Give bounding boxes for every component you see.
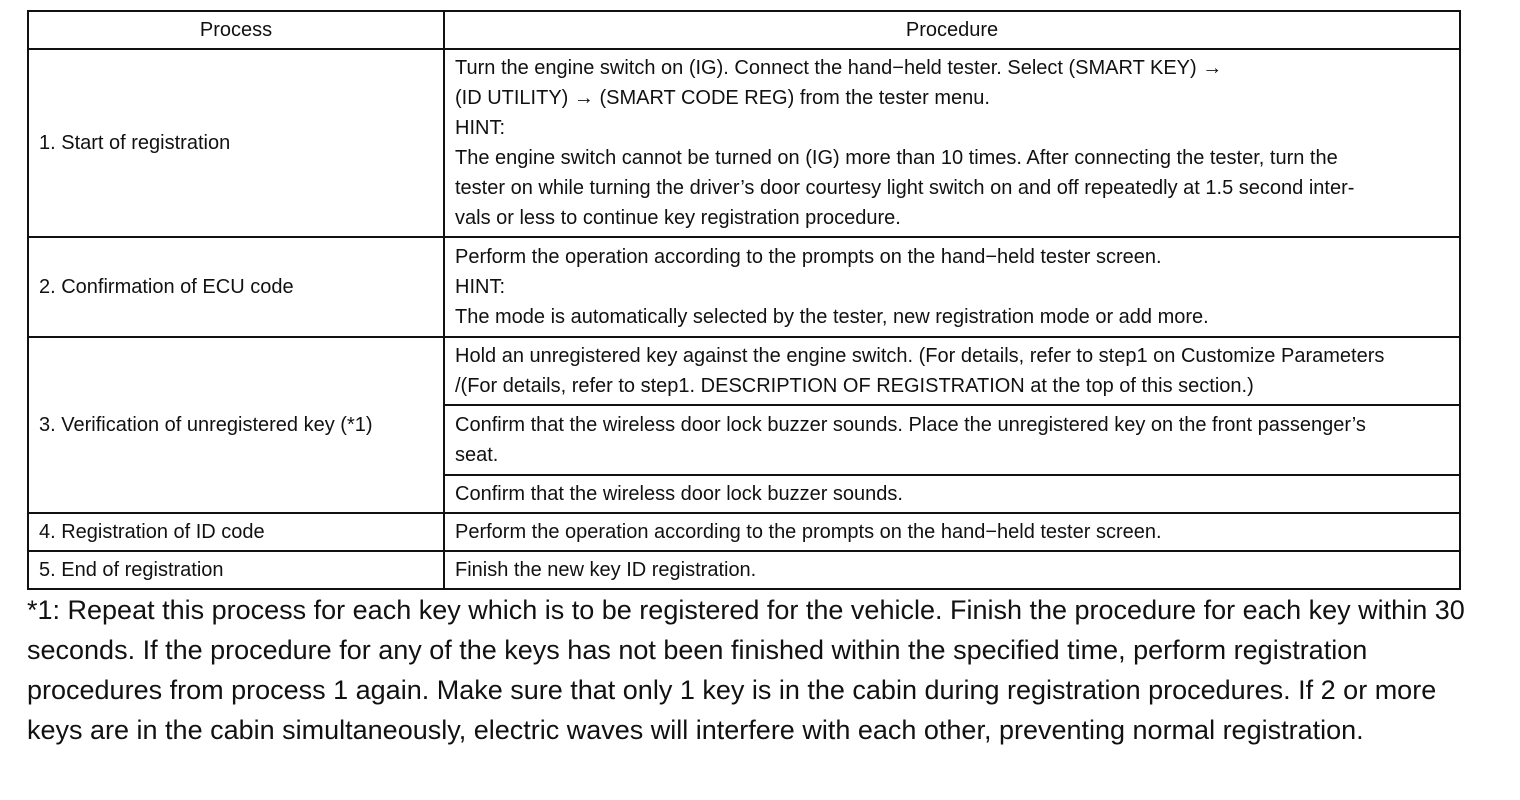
procedure-line: Turn the engine switch on (IG). Connect the hand−held tester. Select (SMART KEY) → xyxy=(455,57,1223,79)
procedure-cell xyxy=(444,513,1460,551)
procedure-cell xyxy=(444,551,1460,589)
procedure-cell xyxy=(444,237,1460,337)
procedure-line: HINT: xyxy=(455,276,505,298)
procedure-cell xyxy=(444,49,1460,237)
procedure-line: Perform the operation according to the prompts on the hand−held tester screen. xyxy=(455,246,1162,268)
procedure-line: vals or less to continue key registration procedure. xyxy=(455,207,901,229)
procedure-line: The engine switch cannot be turned on (IG) more than 10 times. After connecting the tester, turn the xyxy=(455,147,1338,169)
process-cell: 3. Verification of unregistered key (*1) xyxy=(28,337,444,513)
procedure-line: Confirm that the wireless door lock buzzer sounds. xyxy=(455,483,903,505)
procedure-line: The mode is automatically selected by the tester, new registration mode or add more. xyxy=(455,306,1209,328)
procedure-line: /(For details, refer to step1. DESCRIPTION OF REGISTRATION at the top of this section.) xyxy=(455,375,1254,397)
procedure-line: Hold an unregistered key against the engine switch. (For details, refer to step1 on Customize Parameters xyxy=(455,345,1385,367)
header-procedure: Procedure xyxy=(444,11,1460,49)
procedure-cell xyxy=(444,475,1460,513)
footnote: *1: Repeat this process for each key which is to be registered for the vehicle. Finish the procedure for each key within 30 seconds. If the procedure for any of the keys has not been finished within the specified time, perform registration procedures from process 1 again. Make sure that only 1 key is in the cabin during registration procedures. If 2 or more keys are in the cabin simultaneously, electric waves will interfere with each other, preventing normal registration. xyxy=(27,595,1465,745)
procedure-cell xyxy=(444,405,1460,475)
table-row xyxy=(28,551,1460,589)
process-cell: 5. End of registration xyxy=(28,551,444,589)
procedure-line: HINT: xyxy=(455,117,505,139)
header-process: Process xyxy=(28,11,444,49)
procedure-line: (ID UTILITY) → (SMART CODE REG) from the tester menu. xyxy=(455,87,990,109)
procedure-line: Finish the new key ID registration. xyxy=(455,559,757,581)
table-row xyxy=(28,513,1460,551)
procedure-cell xyxy=(444,337,1460,405)
procedure-line: tester on while turning the driver’s door courtesy light switch on and off repeatedly at 1.5 second inter- xyxy=(455,177,1355,199)
process-cell: 4. Registration of ID code xyxy=(28,513,444,551)
table-header-row xyxy=(28,11,1460,49)
procedure-line: Perform the operation according to the prompts on the hand−held tester screen. xyxy=(455,521,1162,543)
table-row xyxy=(28,49,1460,237)
table-row xyxy=(28,237,1460,337)
procedure-line: seat. xyxy=(455,444,499,466)
process-cell: 2. Confirmation of ECU code xyxy=(28,237,444,337)
procedure-line: Confirm that the wireless door lock buzzer sounds. Place the unregistered key on the front passenger’s xyxy=(455,414,1366,436)
table-row xyxy=(28,337,1460,405)
registration-procedure-table xyxy=(27,10,1461,590)
process-cell: 1. Start of registration xyxy=(28,49,444,237)
